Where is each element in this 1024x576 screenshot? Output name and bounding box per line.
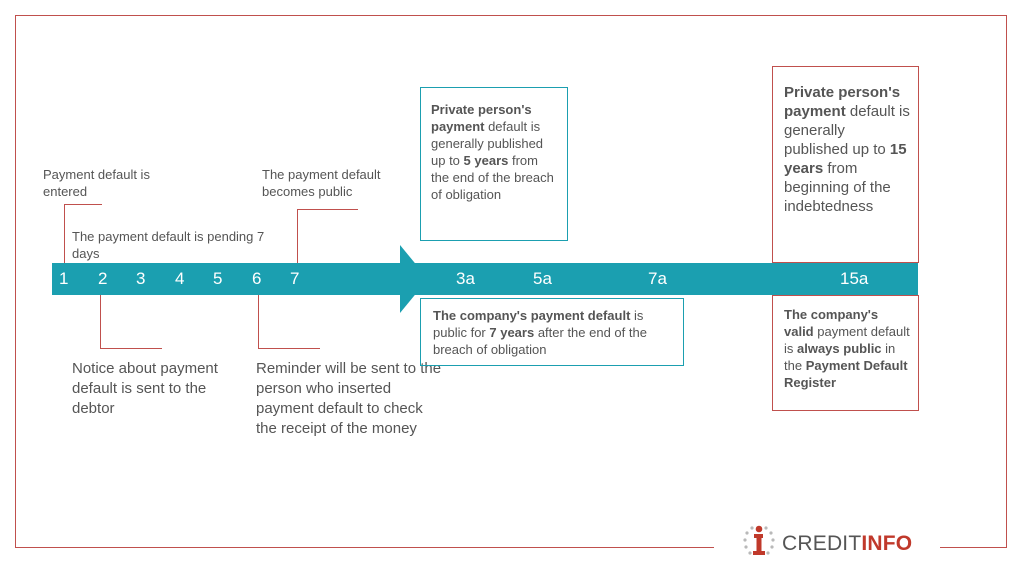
tick-7: 7 — [290, 269, 300, 288]
box-private-5-years-bold-2: 5 years — [463, 153, 509, 168]
tick-15a: 15a — [840, 269, 869, 288]
box-private-15-years — [772, 66, 919, 263]
tick-5a: 5a — [533, 269, 552, 288]
logo-text-credit: CREDIT — [782, 532, 862, 555]
box-private-15-years-text-1: default is generally published up to — [784, 103, 910, 158]
bracket-public — [297, 209, 358, 263]
logo-text-info: INFO — [861, 532, 913, 555]
creditinfo-logo-text — [782, 532, 912, 556]
bracket-notice — [100, 295, 162, 349]
box-company-valid-text-2: in the — [784, 341, 896, 373]
note-entered: Payment default is entered — [43, 167, 150, 199]
tick-3a: 3a — [456, 269, 475, 288]
box-company-valid-bold-1: The company's valid — [784, 307, 879, 339]
creditinfo-logo-icon — [741, 523, 777, 559]
box-company-valid-text-1: payment default is — [784, 324, 910, 356]
box-private-5-years-text-2: from the end of the breach of obligation — [431, 153, 554, 202]
note-notice: Notice about payment default is sent to the debtor — [72, 360, 218, 417]
box-company-7-years-bold-1: The company's payment default — [433, 308, 631, 323]
note-reminder: Reminder will be sent to the person who inserted payment default to check the receipt of the money — [256, 360, 442, 437]
tick-1: 1 — [59, 269, 69, 288]
note-pending: The payment default is pending 7 days — [72, 229, 265, 261]
tick-2: 2 — [98, 269, 108, 288]
tick-4: 4 — [175, 269, 185, 288]
note-public: The payment default becomes public — [262, 167, 381, 199]
box-private-5-years-text-1: default is generally published up to — [431, 119, 544, 168]
tick-5: 5 — [213, 269, 223, 288]
tick-3: 3 — [136, 269, 146, 288]
bracket-reminder — [258, 295, 320, 349]
box-company-valid-bold-2: always public — [797, 341, 882, 356]
box-company-valid-bold-3: Payment Default Register — [784, 358, 908, 390]
box-private-15-years-bold-1: Private person's payment — [784, 84, 901, 120]
box-private-15-years-bold-2: 15 years — [784, 141, 907, 177]
box-company-7-years-text-2: after the end of the breach of obligation — [433, 325, 647, 357]
tick-6: 6 — [252, 269, 262, 288]
box-company-7-years — [420, 298, 684, 366]
box-private-5-years — [420, 87, 568, 241]
box-private-15-years-text-2: from beginning of the indebtedness — [784, 160, 891, 215]
box-company-7-years-bold-2: 7 years — [489, 325, 535, 340]
box-private-5-years-bold-1: Private person's payment — [431, 102, 532, 134]
box-company-valid — [772, 295, 919, 411]
box-company-7-years-text-1: is public for — [433, 308, 644, 340]
tick-7a: 7a — [648, 269, 667, 288]
